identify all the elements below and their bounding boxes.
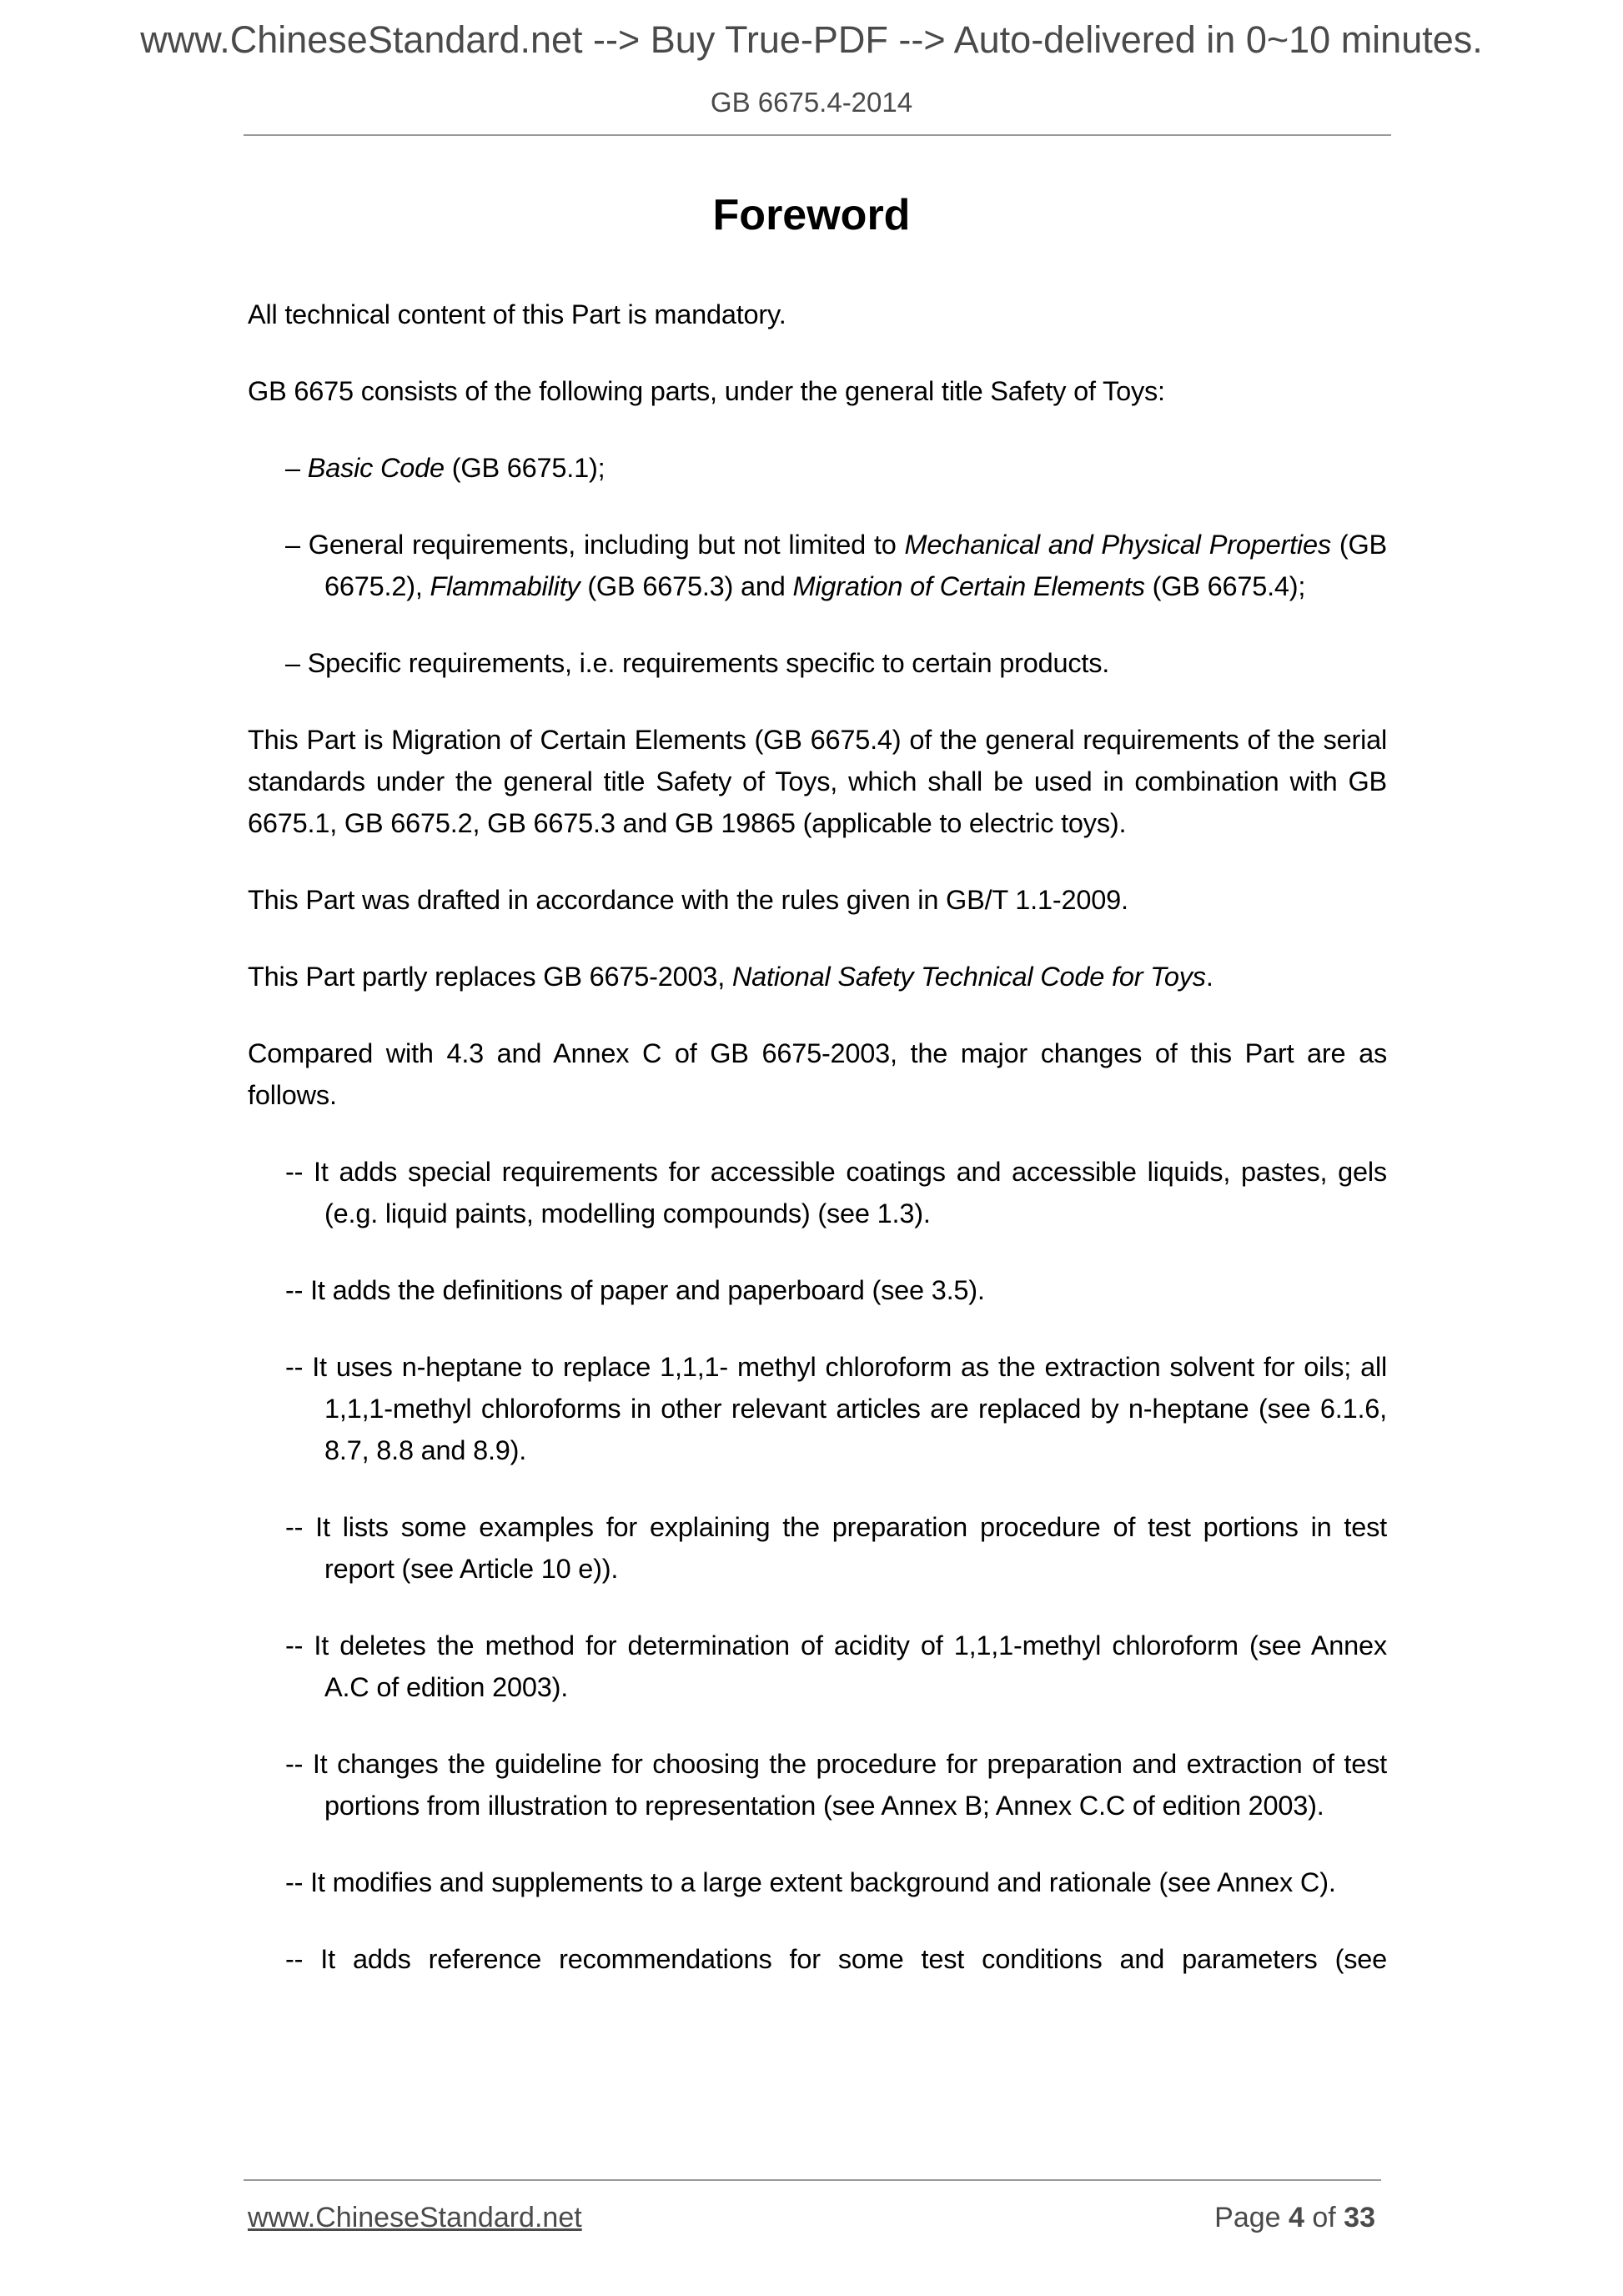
italic-text: Mechanical and Physical Properties [904,530,1331,560]
header-banner: www.ChineseStandard.net --> Buy True-PDF --> Auto-delivered in 0~10 minutes. [140,18,1483,61]
paragraph [248,719,1387,844]
text-segment: – Specific requirements, i.e. requirements specific to certain products. [285,648,1110,678]
text-segment: This Part is Migration of Certain Elements (GB 6675.4) of the general requirements of the serial standards under the general title Safety of Toys, which shall be used in combination with GB 6675.1, GB 6675.2, GB 6675.3 and GB 19865 (applicable to electric toys). [248,725,1387,838]
text-segment: -- It adds the definitions of paper and paperboard (see 3.5). [285,1275,985,1305]
text-segment: -- It adds special requirements for accessible coatings and accessible liquids, pastes, gels (e.g. liquid paints, modelling compounds) (see 1.3). [285,1157,1387,1228]
text-segment: This Part was drafted in accordance with the rules given in GB/T 1.1-2009. [248,885,1128,915]
list-item [285,1861,1387,1903]
text-segment: (GB 6675.4); [1144,571,1306,601]
text-segment: This Part partly replaces GB 6675-2003, [248,962,732,992]
paragraph [248,956,1387,997]
footer-site-link[interactable]: www.ChineseStandard.net [248,2202,582,2233]
footer-divider [244,2179,1381,2181]
page-current: 4 [1289,2202,1304,2233]
header-divider [244,134,1391,136]
text-segment: -- It deletes the method for determination of acidity of 1,1,1-methyl chloroform (see Annex A.C of edition 2003). [285,1630,1387,1702]
paragraph [248,370,1387,412]
list-item [285,1938,1387,1980]
page-of-label: of [1304,2202,1344,2233]
italic-text: National Safety Technical Code for Toys [731,962,1206,992]
list-item [285,1743,1387,1826]
list-item [285,524,1387,607]
text-segment: (GB 6675.1); [444,453,605,483]
page-indicator [1214,2202,1375,2234]
text-segment: -- It uses n-heptane to replace 1,1,1- methyl chloroform as the extraction solvent for oils; all 1,1,1-methyl chloroforms in other relevant articles are replaced by n-heptane (see 6.1.6, 8.7, 8.8 and 8.9). [285,1352,1387,1465]
text-segment: (GB 6675.2), [324,530,1388,601]
paragraph [248,294,1387,335]
text-segment: -- It modifies and supplements to a large extent background and rationale (see Annex C). [285,1867,1336,1897]
text-segment: GB 6675 consists of the following parts, under the general title Safety of Toys: [248,376,1165,406]
page-total: 33 [1344,2202,1375,2233]
text-segment: (GB 6675.3) and [580,571,793,601]
paragraph [248,879,1387,921]
italic-text: Basic Code [307,453,445,483]
page-label: Page [1214,2202,1289,2233]
list-item [285,1506,1387,1590]
document-body [248,294,1387,1980]
page-title: Foreword [712,191,911,239]
paragraph [248,1032,1387,1116]
text-segment: – [285,453,308,483]
text-segment: -- It adds reference recommendations for some test conditions and parameters (see [285,1944,1387,1974]
text-segment: -- It lists some examples for explaining the preparation procedure of test portions in test report (see Article 10 e)). [285,1512,1387,1584]
list-item [285,642,1387,684]
list-item [285,1269,1387,1311]
text-segment: . [1205,962,1213,992]
text-segment: All technical content of this Part is mandatory. [248,299,786,329]
italic-text: Flammability [430,571,580,601]
list-item [285,1625,1387,1708]
italic-text: Migration of Certain Elements [792,571,1145,601]
text-segment: Compared with 4.3 and Annex C of GB 6675-2003, the major changes of this Part are as follows. [248,1038,1387,1110]
list-item [285,1346,1387,1471]
list-item [285,1151,1387,1234]
text-segment: -- It changes the guideline for choosing the procedure for preparation and extraction of test portions from illustration to representation (see Annex B; Annex C.C of edition 2003). [285,1749,1387,1821]
list-item [285,447,1387,489]
header-standard-number: GB 6675.4-2014 [710,87,913,118]
text-segment: – General requirements, including but not limited to [285,530,905,560]
